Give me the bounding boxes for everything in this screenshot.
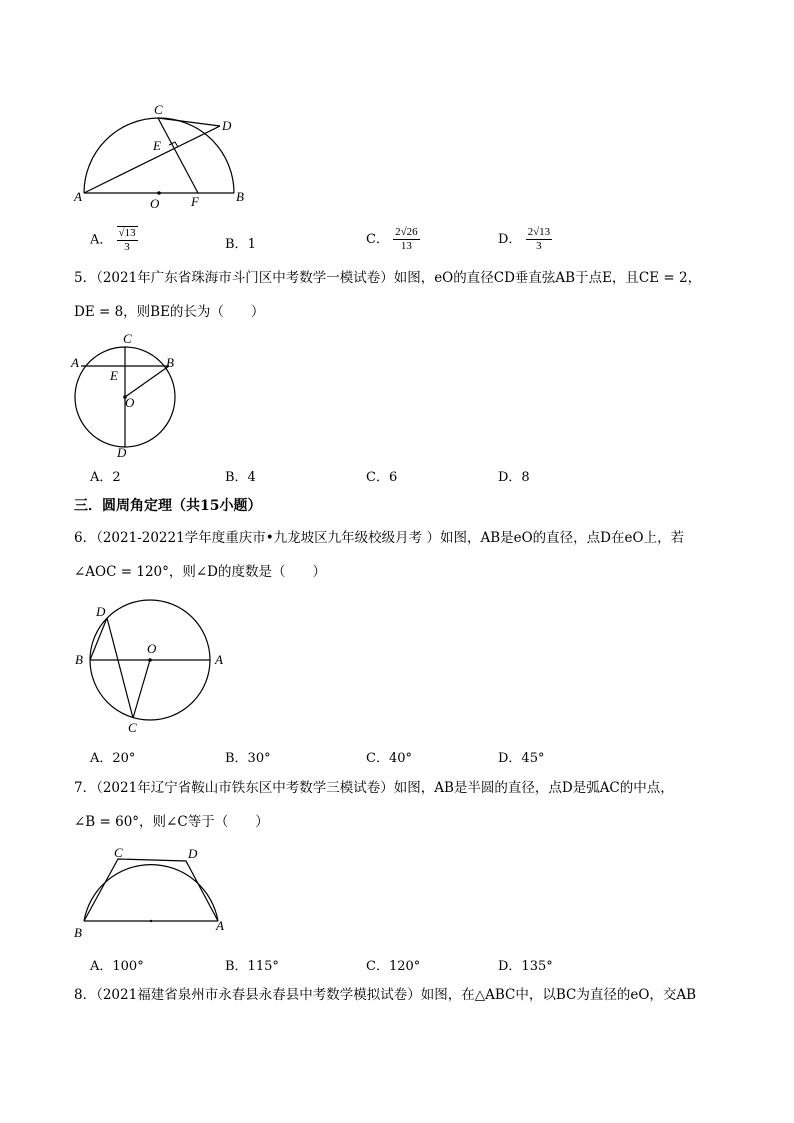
chord-ad xyxy=(84,126,220,193)
label-b: B xyxy=(166,355,174,370)
q8-text-line1: 8．（2021福建省泉州市永春县永春县中考数学模拟试卷）如图，在△ABC中，以BC为直径的eO，交AB xyxy=(74,987,697,1003)
q7-text-line2: ∠B = 60°，则∠C等于（ ） xyxy=(74,814,269,830)
q6-option-b[interactable]: B．30° xyxy=(225,751,271,766)
q6-text-line1: 6．（2021-20221学年度重庆市•九龙坡区九年级校级月考 ）如图，AB是eO的直径，点D在eO上，若 xyxy=(74,530,685,546)
center-point xyxy=(148,658,152,662)
label-e: E xyxy=(153,138,161,153)
q6-option-d[interactable]: D．45° xyxy=(498,751,545,766)
label-b: B xyxy=(74,925,82,940)
q7-option-b[interactable]: B．115° xyxy=(225,959,279,974)
label-o: O xyxy=(150,196,160,211)
q5-option-c[interactable]: C．6 xyxy=(366,470,398,485)
q6-options xyxy=(90,747,690,769)
q5-options xyxy=(90,466,690,488)
label-d: D xyxy=(188,846,198,861)
chord-bd xyxy=(90,618,107,660)
label-a: A xyxy=(216,918,224,933)
fraction: $\frac{√13}{3}$ xyxy=(118,227,136,253)
label-b: B xyxy=(236,189,244,204)
label-d: D xyxy=(96,604,106,619)
q4-option-b[interactable]: B．1 xyxy=(225,237,256,252)
label-c: C xyxy=(154,102,163,117)
q7-options xyxy=(90,955,690,977)
label-c: C xyxy=(114,845,123,860)
q5-text-line1: 5．（2021年广东省珠海市斗门区中考数学一模试卷）如图，eO的直径CD垂直弦AB于点E，且CE = 2， xyxy=(74,270,702,286)
radius-oc xyxy=(133,660,150,718)
chord-dc xyxy=(107,618,133,718)
q5-option-d[interactable]: D．8 xyxy=(498,470,530,485)
fraction: $\frac{2√13}{3}$ xyxy=(527,226,551,252)
q4-options xyxy=(90,226,690,260)
q4-option-a[interactable] xyxy=(90,226,138,254)
q4-option-c[interactable]: C． $\frac{2√26}{13}$ xyxy=(366,226,418,252)
q5-option-b[interactable]: B．4 xyxy=(225,470,256,485)
section-heading: 三．圆周角定理（共15小题） xyxy=(74,498,262,514)
center-point xyxy=(150,920,152,922)
radius-ob xyxy=(125,366,169,397)
option-label: A． xyxy=(90,232,113,248)
semicircle-arc xyxy=(84,865,218,921)
quadrilateral-bcda xyxy=(84,859,218,921)
label-d: D xyxy=(222,118,232,133)
label-a: A xyxy=(215,652,223,667)
segment-cd xyxy=(158,118,220,126)
label-o: O xyxy=(125,395,135,410)
q6-text-line2: ∠AOC = 120°，则∠D的度数是（ ） xyxy=(74,564,327,580)
q7-option-c[interactable]: C．120° xyxy=(366,959,421,974)
label-a: A xyxy=(74,189,82,204)
label-a: A xyxy=(71,355,79,370)
center-point xyxy=(157,191,161,195)
q5-text-line2: DE = 8，则BE的长为（ ） xyxy=(74,304,265,320)
label-f: F xyxy=(191,194,199,209)
q5-figure xyxy=(66,330,186,460)
label-c: C xyxy=(128,720,137,735)
q4-figure xyxy=(70,100,260,215)
q5-option-a[interactable]: A．2 xyxy=(90,470,121,485)
q7-option-d[interactable]: D．135° xyxy=(498,959,553,974)
q7-text-line1: 7．（2021年辽宁省鞍山市铁东区中考数学三模试卷）如图，AB是半圆的直径，点D是弧AC的中点， xyxy=(74,780,674,796)
label-b: B xyxy=(75,652,83,667)
q6-figure xyxy=(70,596,230,736)
q7-figure xyxy=(70,846,240,946)
q6-option-a[interactable]: A．20° xyxy=(90,751,136,766)
q4-option-d[interactable]: D． $\frac{2√13}{3}$ xyxy=(498,226,551,252)
label-o: O xyxy=(147,641,157,656)
label-e: E xyxy=(110,368,118,383)
q6-option-c[interactable]: C．40° xyxy=(366,751,412,766)
segment-cf xyxy=(158,118,198,193)
label-d: D xyxy=(117,445,127,460)
q7-option-a[interactable]: A．100° xyxy=(90,959,144,974)
fraction: $\frac{2√26}{13}$ xyxy=(395,226,418,252)
label-c: C xyxy=(123,331,132,346)
